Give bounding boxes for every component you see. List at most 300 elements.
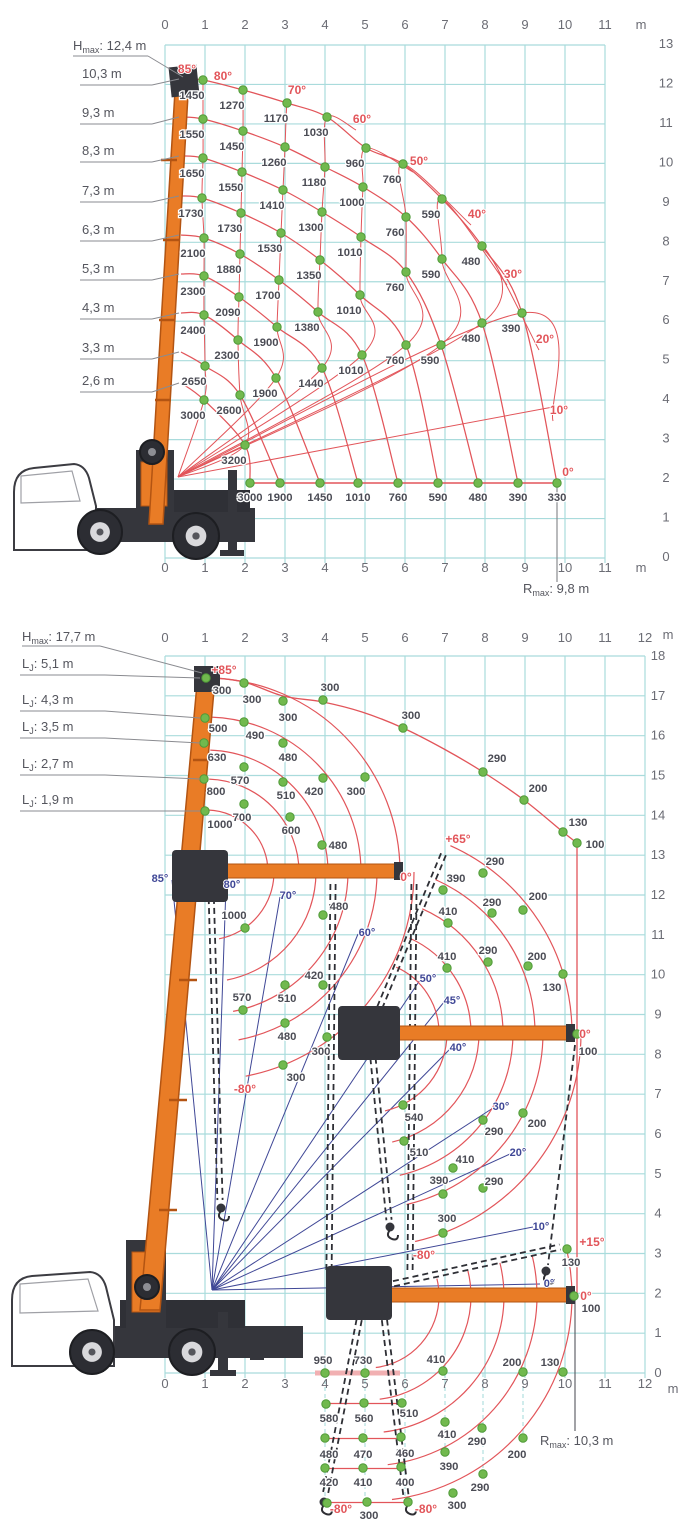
value-dot — [518, 309, 526, 317]
boom-length-arc — [181, 79, 557, 483]
load-value-label: 590 — [428, 492, 448, 504]
jib-angle-label: +85° — [211, 663, 237, 677]
x-axis-label: 8 — [481, 630, 489, 645]
jib-angle-label: -80° — [329, 1502, 353, 1516]
load-value-label: 1260 — [261, 157, 287, 169]
outrigger-leg — [218, 1312, 228, 1372]
leader-line — [100, 646, 202, 673]
leader-line — [105, 738, 200, 743]
load-value-label: 410 — [455, 1154, 475, 1166]
y-axis-label: 12 — [650, 887, 666, 902]
value-dot — [322, 1400, 330, 1408]
value-dot — [439, 1367, 447, 1375]
load-value-label: 1880 — [216, 264, 242, 276]
value-dot — [354, 479, 362, 487]
value-dot — [441, 1418, 449, 1426]
x-axis-label: 10 — [557, 630, 573, 645]
value-dot — [514, 479, 522, 487]
truck-crane-illustration — [12, 666, 575, 1376]
y-axis-label: 5 — [662, 351, 670, 367]
value-dot — [318, 208, 326, 216]
jib-angle-label: 0° — [580, 1289, 592, 1303]
value-dot — [441, 1448, 449, 1456]
x-axis-label: 3 — [281, 17, 289, 32]
load-value-label: 1900 — [267, 492, 293, 504]
load-value-label: 300 — [278, 712, 298, 724]
x-axis-label: 6 — [401, 560, 409, 575]
x-axis-label: 9 — [521, 560, 529, 575]
load-value-label: 3200 — [221, 455, 247, 467]
load-value-label: 580 — [319, 1413, 339, 1425]
load-value-label: 300 — [320, 682, 340, 694]
load-value-label: 390 — [501, 323, 521, 335]
load-value-label: 200 — [502, 1357, 522, 1369]
y-axis-label: 4 — [654, 1205, 662, 1221]
jib-length-arc — [380, 1296, 471, 1399]
load-value-label: 490 — [245, 730, 265, 742]
load-value-label: 300 — [346, 786, 366, 798]
dashed-jib — [548, 1045, 575, 1265]
boom-angle-labels — [152, 873, 555, 1290]
boom-length-label: 5,3 m — [82, 261, 115, 276]
boom-angle-label: 0° — [543, 1278, 555, 1290]
value-dot — [439, 1190, 447, 1198]
load-value-label: 2600 — [216, 405, 242, 417]
leader-line — [105, 675, 200, 678]
value-dot — [279, 1061, 287, 1069]
load-value-label: 1700 — [255, 290, 281, 302]
value-dot — [319, 696, 327, 704]
load-value-label: 330 — [547, 492, 567, 504]
load-value-label: 600 — [281, 825, 301, 837]
value-dot — [356, 291, 364, 299]
value-dot — [399, 160, 407, 168]
load-value-label: 1000 — [339, 197, 365, 209]
value-dot — [361, 773, 369, 781]
y-axis-label: 0 — [654, 1365, 662, 1380]
value-dot — [443, 964, 451, 972]
value-dot — [359, 1464, 367, 1472]
load-value-label: 1000 — [207, 819, 233, 831]
x-axis-label: 0 — [161, 630, 169, 645]
x-axis-label: 5 — [361, 560, 369, 575]
x-axis-label: 12 — [637, 630, 653, 645]
value-dot — [559, 970, 567, 978]
value-dot — [524, 962, 532, 970]
load-value-label: 290 — [485, 856, 505, 868]
load-value-label: 290 — [484, 1176, 504, 1188]
value-dot — [237, 209, 245, 217]
value-dot — [279, 186, 287, 194]
jib-top-position — [205, 864, 400, 878]
load-value-label: 300 — [447, 1500, 467, 1512]
x-axis-label: 11 — [598, 17, 612, 32]
boom-angle-label: 0° — [562, 465, 574, 479]
load-value-label: 1530 — [257, 243, 283, 255]
x-axis-label: 0 — [161, 560, 169, 575]
value-dot — [479, 1116, 487, 1124]
load-value-label: 1650 — [179, 168, 205, 180]
boom-angle-label: 30° — [492, 1101, 510, 1113]
jib-pivot-cluster — [326, 1266, 392, 1320]
value-dot — [360, 1399, 368, 1407]
value-dot — [241, 441, 249, 449]
load-value-label: 1180 — [301, 177, 327, 189]
y-axis-label: 16 — [650, 727, 666, 743]
load-value-label: 590 — [421, 269, 441, 281]
rmax-label: $R_{max}$: 10,3 m — [540, 1433, 614, 1450]
jib-angle-label: +65° — [445, 832, 471, 846]
x-axis-label: 12 — [637, 1376, 653, 1391]
value-dot — [479, 768, 487, 776]
boom-angle-label: 85° — [177, 62, 197, 76]
x-axis-label: 11 — [598, 630, 612, 645]
value-dot — [478, 242, 486, 250]
load-value-label: 470 — [353, 1449, 373, 1461]
hmax-label: $H_{max}$: 17,7 m — [22, 629, 96, 646]
value-dot — [559, 828, 567, 836]
boom-length-label: 9,3 m — [82, 105, 115, 120]
x-axis-label: 1 — [201, 1376, 209, 1391]
y-axis-label: 6 — [654, 1126, 662, 1141]
load-value-label: 570 — [232, 992, 252, 1004]
jib-angle-label: -80° — [414, 1502, 438, 1516]
value-dot — [404, 1498, 412, 1506]
value-dot — [316, 479, 324, 487]
y-axis-label: 1 — [654, 1325, 662, 1341]
y-axis-label: 11 — [651, 926, 665, 942]
boom-angle-label: 40° — [467, 207, 487, 221]
x-axis-label: 4 — [321, 17, 329, 32]
load-arcs — [181, 79, 557, 483]
load-value-label: 2650 — [181, 376, 207, 388]
load-value-label: 480 — [461, 333, 481, 345]
load-value-label: 960 — [345, 158, 365, 170]
load-value-label: 3000 — [180, 410, 206, 422]
load-value-label: 410 — [353, 1477, 373, 1489]
load-value-label: 480 — [277, 1031, 297, 1043]
load-value-label: 300 — [286, 1072, 306, 1084]
load-value-label: 2100 — [180, 248, 206, 260]
x-axis-label: 7 — [441, 1376, 449, 1391]
max-reach-envelope — [206, 677, 577, 843]
value-dot — [198, 194, 206, 202]
y-axis-label: 4 — [662, 391, 670, 407]
value-dot — [357, 233, 365, 241]
load-value-label: 390 — [439, 1461, 459, 1473]
value-dot — [439, 886, 447, 894]
boom-angle-label: 60° — [352, 112, 372, 126]
load-value-label: 1450 — [307, 492, 333, 504]
x-axis-label: 8 — [481, 560, 489, 575]
value-dot — [201, 362, 209, 370]
value-dot — [434, 479, 442, 487]
load-value-label: 460 — [395, 1448, 415, 1460]
y-axis-label: 1 — [662, 509, 670, 525]
value-dot — [397, 1433, 405, 1441]
value-dot — [314, 308, 322, 316]
load-value-label: 1440 — [298, 378, 324, 390]
value-dot — [437, 341, 445, 349]
value-dot — [200, 739, 208, 747]
load-value-label: 390 — [508, 492, 528, 504]
y-axis-label: 7 — [654, 1086, 662, 1102]
boom-angle-label: 10° — [532, 1221, 550, 1233]
main-boom-load-chart — [0, 0, 673, 598]
value-dot — [474, 479, 482, 487]
value-dot — [240, 763, 248, 771]
load-value-label: 1380 — [294, 322, 320, 334]
value-dot — [234, 336, 242, 344]
value-dot — [281, 1019, 289, 1027]
boom-angle-label: 80° — [223, 879, 241, 891]
x-axis-label: 2 — [241, 17, 249, 32]
y-axis-label: 15 — [650, 767, 666, 783]
jib-pivot-cluster — [338, 1006, 400, 1060]
load-value-label: 2090 — [215, 307, 241, 319]
value-dot — [359, 183, 367, 191]
load-value-label: 200 — [528, 891, 548, 903]
value-dot — [286, 813, 294, 821]
boom-length-label: 7,3 m — [82, 183, 115, 198]
value-dot — [200, 272, 208, 280]
value-dot — [238, 168, 246, 176]
outrigger-foot — [220, 550, 244, 556]
load-value-label: 1010 — [337, 247, 363, 259]
y-axis-label: 13 — [650, 847, 666, 863]
value-dot — [478, 1424, 486, 1432]
value-dot — [281, 143, 289, 151]
value-dot — [240, 679, 248, 687]
load-value-label: 800 — [206, 786, 226, 798]
value-dot — [273, 323, 281, 331]
value-dot — [439, 1229, 447, 1237]
x-axis-label: 4 — [321, 1376, 329, 1391]
jib-pivot-cluster — [172, 850, 228, 902]
x-axis-unit: m — [667, 1381, 679, 1396]
value-dot — [279, 778, 287, 786]
load-value-label: 420 — [304, 786, 324, 798]
value-dot — [519, 1368, 527, 1376]
outrigger-foot — [210, 1370, 236, 1376]
load-value-label: 480 — [468, 492, 488, 504]
boom-angle-label: 20° — [535, 332, 555, 346]
x-axis-label: 1 — [201, 630, 209, 645]
value-dot — [235, 293, 243, 301]
wheel-hub — [188, 1348, 195, 1355]
value-dot — [479, 869, 487, 877]
value-dot — [402, 268, 410, 276]
value-dot — [319, 911, 327, 919]
boom-angle-label: 10° — [549, 403, 569, 417]
load-value-label: 480 — [328, 840, 348, 852]
load-value-label: 390 — [429, 1175, 449, 1187]
load-value-label: 1270 — [219, 100, 245, 112]
load-value-label: 1350 — [296, 270, 322, 282]
load-value-label: 130 — [561, 1257, 581, 1269]
value-dot — [283, 99, 291, 107]
value-dot — [478, 319, 486, 327]
load-value-label: 290 — [467, 1436, 487, 1448]
load-value-label: 290 — [470, 1482, 490, 1494]
load-value-label: 200 — [507, 1449, 527, 1461]
value-dot — [484, 958, 492, 966]
y-axis-label: 14 — [650, 807, 666, 823]
load-value-label: 760 — [385, 227, 405, 239]
load-value-label: 400 — [395, 1477, 415, 1489]
jib-length-label: $L_J$: 4,3 m — [22, 692, 74, 709]
jib-angle-label: 0° — [579, 1027, 591, 1041]
load-value-label: 590 — [420, 355, 440, 367]
load-value-label: 510 — [277, 993, 297, 1005]
value-dot — [240, 718, 248, 726]
x-axis-label: 2 — [241, 630, 249, 645]
y-axis-label: 9 — [662, 193, 670, 209]
load-value-label: 1010 — [336, 305, 362, 317]
y-axis-label: 8 — [662, 233, 670, 249]
x-axis-unit: m — [635, 17, 647, 32]
load-value-label: 410 — [426, 1354, 446, 1366]
value-dot — [394, 479, 402, 487]
value-dot — [323, 113, 331, 121]
x-axis-label: 7 — [441, 560, 449, 575]
load-value-label: 1010 — [345, 492, 371, 504]
load-value-label: 730 — [353, 1355, 373, 1367]
value-dot — [359, 1434, 367, 1442]
load-value-label: 1300 — [298, 222, 324, 234]
dashed-jib — [373, 1244, 559, 1285]
y-axis-label: 5 — [654, 1165, 662, 1181]
load-value-label: 1900 — [252, 388, 278, 400]
x-axis-label: 3 — [281, 1376, 289, 1391]
value-dot — [236, 391, 244, 399]
boom-angle-label: 40° — [449, 1042, 467, 1054]
y-axis-label: 8 — [654, 1046, 662, 1062]
load-value-label: 1030 — [303, 127, 329, 139]
load-value-label: 200 — [527, 1118, 547, 1130]
boom-length-arc — [181, 156, 478, 483]
winch-pulley-icon — [148, 448, 156, 456]
value-dot — [321, 1434, 329, 1442]
x-axis-label: 9 — [521, 17, 529, 32]
load-value-label: 760 — [385, 282, 405, 294]
y-axis-label: 7 — [662, 272, 670, 288]
value-dot — [559, 1368, 567, 1376]
value-dot — [520, 796, 528, 804]
y-axis-label: 3 — [662, 430, 670, 446]
value-dot — [358, 351, 366, 359]
x-axis-label: 6 — [401, 630, 409, 645]
value-dot — [318, 841, 326, 849]
jib-length-arc — [392, 1296, 572, 1500]
x-axis-unit: m — [635, 560, 647, 575]
y-axis-label: 10 — [650, 966, 666, 982]
x-axis-label: 10 — [557, 17, 573, 32]
x-axis-label: 5 — [361, 17, 369, 32]
boom-angle-label: 30° — [503, 267, 523, 281]
value-dot — [399, 1101, 407, 1109]
y-axis-label: 18 — [650, 648, 666, 663]
load-value-label: 480 — [329, 901, 349, 913]
y-axis-label: 2 — [662, 470, 670, 486]
x-axis-label: 11 — [598, 1376, 612, 1391]
rmax-label: $R_{max}$: 9,8 m — [523, 581, 590, 598]
value-dot — [449, 1489, 457, 1497]
boom-length-label: 8,3 m — [82, 143, 115, 158]
load-value-label: 390 — [446, 873, 466, 885]
load-value-label: 1730 — [178, 208, 204, 220]
y-axis-label: 9 — [654, 1006, 662, 1022]
load-value-label: 510 — [399, 1408, 419, 1420]
x-axis-label: 9 — [521, 630, 529, 645]
value-dot — [362, 144, 370, 152]
value-dot — [272, 374, 280, 382]
value-dot — [319, 981, 327, 989]
value-dot — [199, 154, 207, 162]
boom-angle-label: 60° — [358, 927, 376, 939]
x-axis-label: 2 — [241, 1376, 249, 1391]
boom-angle-label: 50° — [409, 154, 429, 168]
load-value-label: 1900 — [253, 337, 279, 349]
jib-length-arc — [388, 1296, 537, 1465]
load-value-label: 700 — [232, 812, 252, 824]
load-value-label: 480 — [278, 752, 298, 764]
y-axis-label: 6 — [662, 312, 670, 328]
value-dot — [402, 213, 410, 221]
load-value-label: 290 — [484, 1126, 504, 1138]
load-value-label: 100 — [581, 1303, 601, 1315]
value-dot — [200, 234, 208, 242]
load-value-label: 540 — [404, 1112, 424, 1124]
jib-length-arc — [227, 872, 316, 980]
load-value-label: 480 — [319, 1449, 339, 1461]
jib-angle-label: 0° — [400, 870, 412, 884]
outrigger-leg — [228, 470, 237, 552]
load-value-label: 1730 — [217, 223, 243, 235]
value-dot — [488, 909, 496, 917]
x-axis-label: 9 — [521, 1376, 529, 1391]
value-dot — [438, 195, 446, 203]
value-dot — [444, 919, 452, 927]
jib-angle-label: -80° — [233, 1082, 257, 1096]
leader-line — [105, 711, 200, 718]
x-axis-label: 4 — [321, 560, 329, 575]
load-value-label: 1000 — [221, 910, 247, 922]
load-value-label: 630 — [207, 752, 227, 764]
value-dot — [398, 1399, 406, 1407]
boom-angle-label: 80° — [213, 69, 233, 83]
jib-length-arc — [404, 1033, 543, 1205]
value-dot — [200, 775, 208, 783]
wheel-hub — [192, 532, 199, 539]
load-value-label: 1170 — [263, 113, 289, 125]
load-value-label: 300 — [242, 694, 262, 706]
jib-length-label: $L_J$: 5,1 m — [22, 656, 74, 673]
value-dot — [200, 311, 208, 319]
cab-window — [21, 471, 80, 503]
boom-length-label: 4,3 m — [82, 300, 115, 315]
y-axis-label: 10 — [658, 154, 674, 170]
boom-angle-label: 70° — [279, 890, 297, 902]
load-value-label: 1450 — [219, 141, 245, 153]
value-dot — [281, 981, 289, 989]
load-value-label: 570 — [230, 775, 250, 787]
y-axis-label: 13 — [658, 36, 674, 51]
boom-angle-label: 50° — [419, 973, 437, 985]
value-dot — [319, 774, 327, 782]
load-value-label: 130 — [542, 982, 562, 994]
angle-ray — [178, 199, 507, 477]
